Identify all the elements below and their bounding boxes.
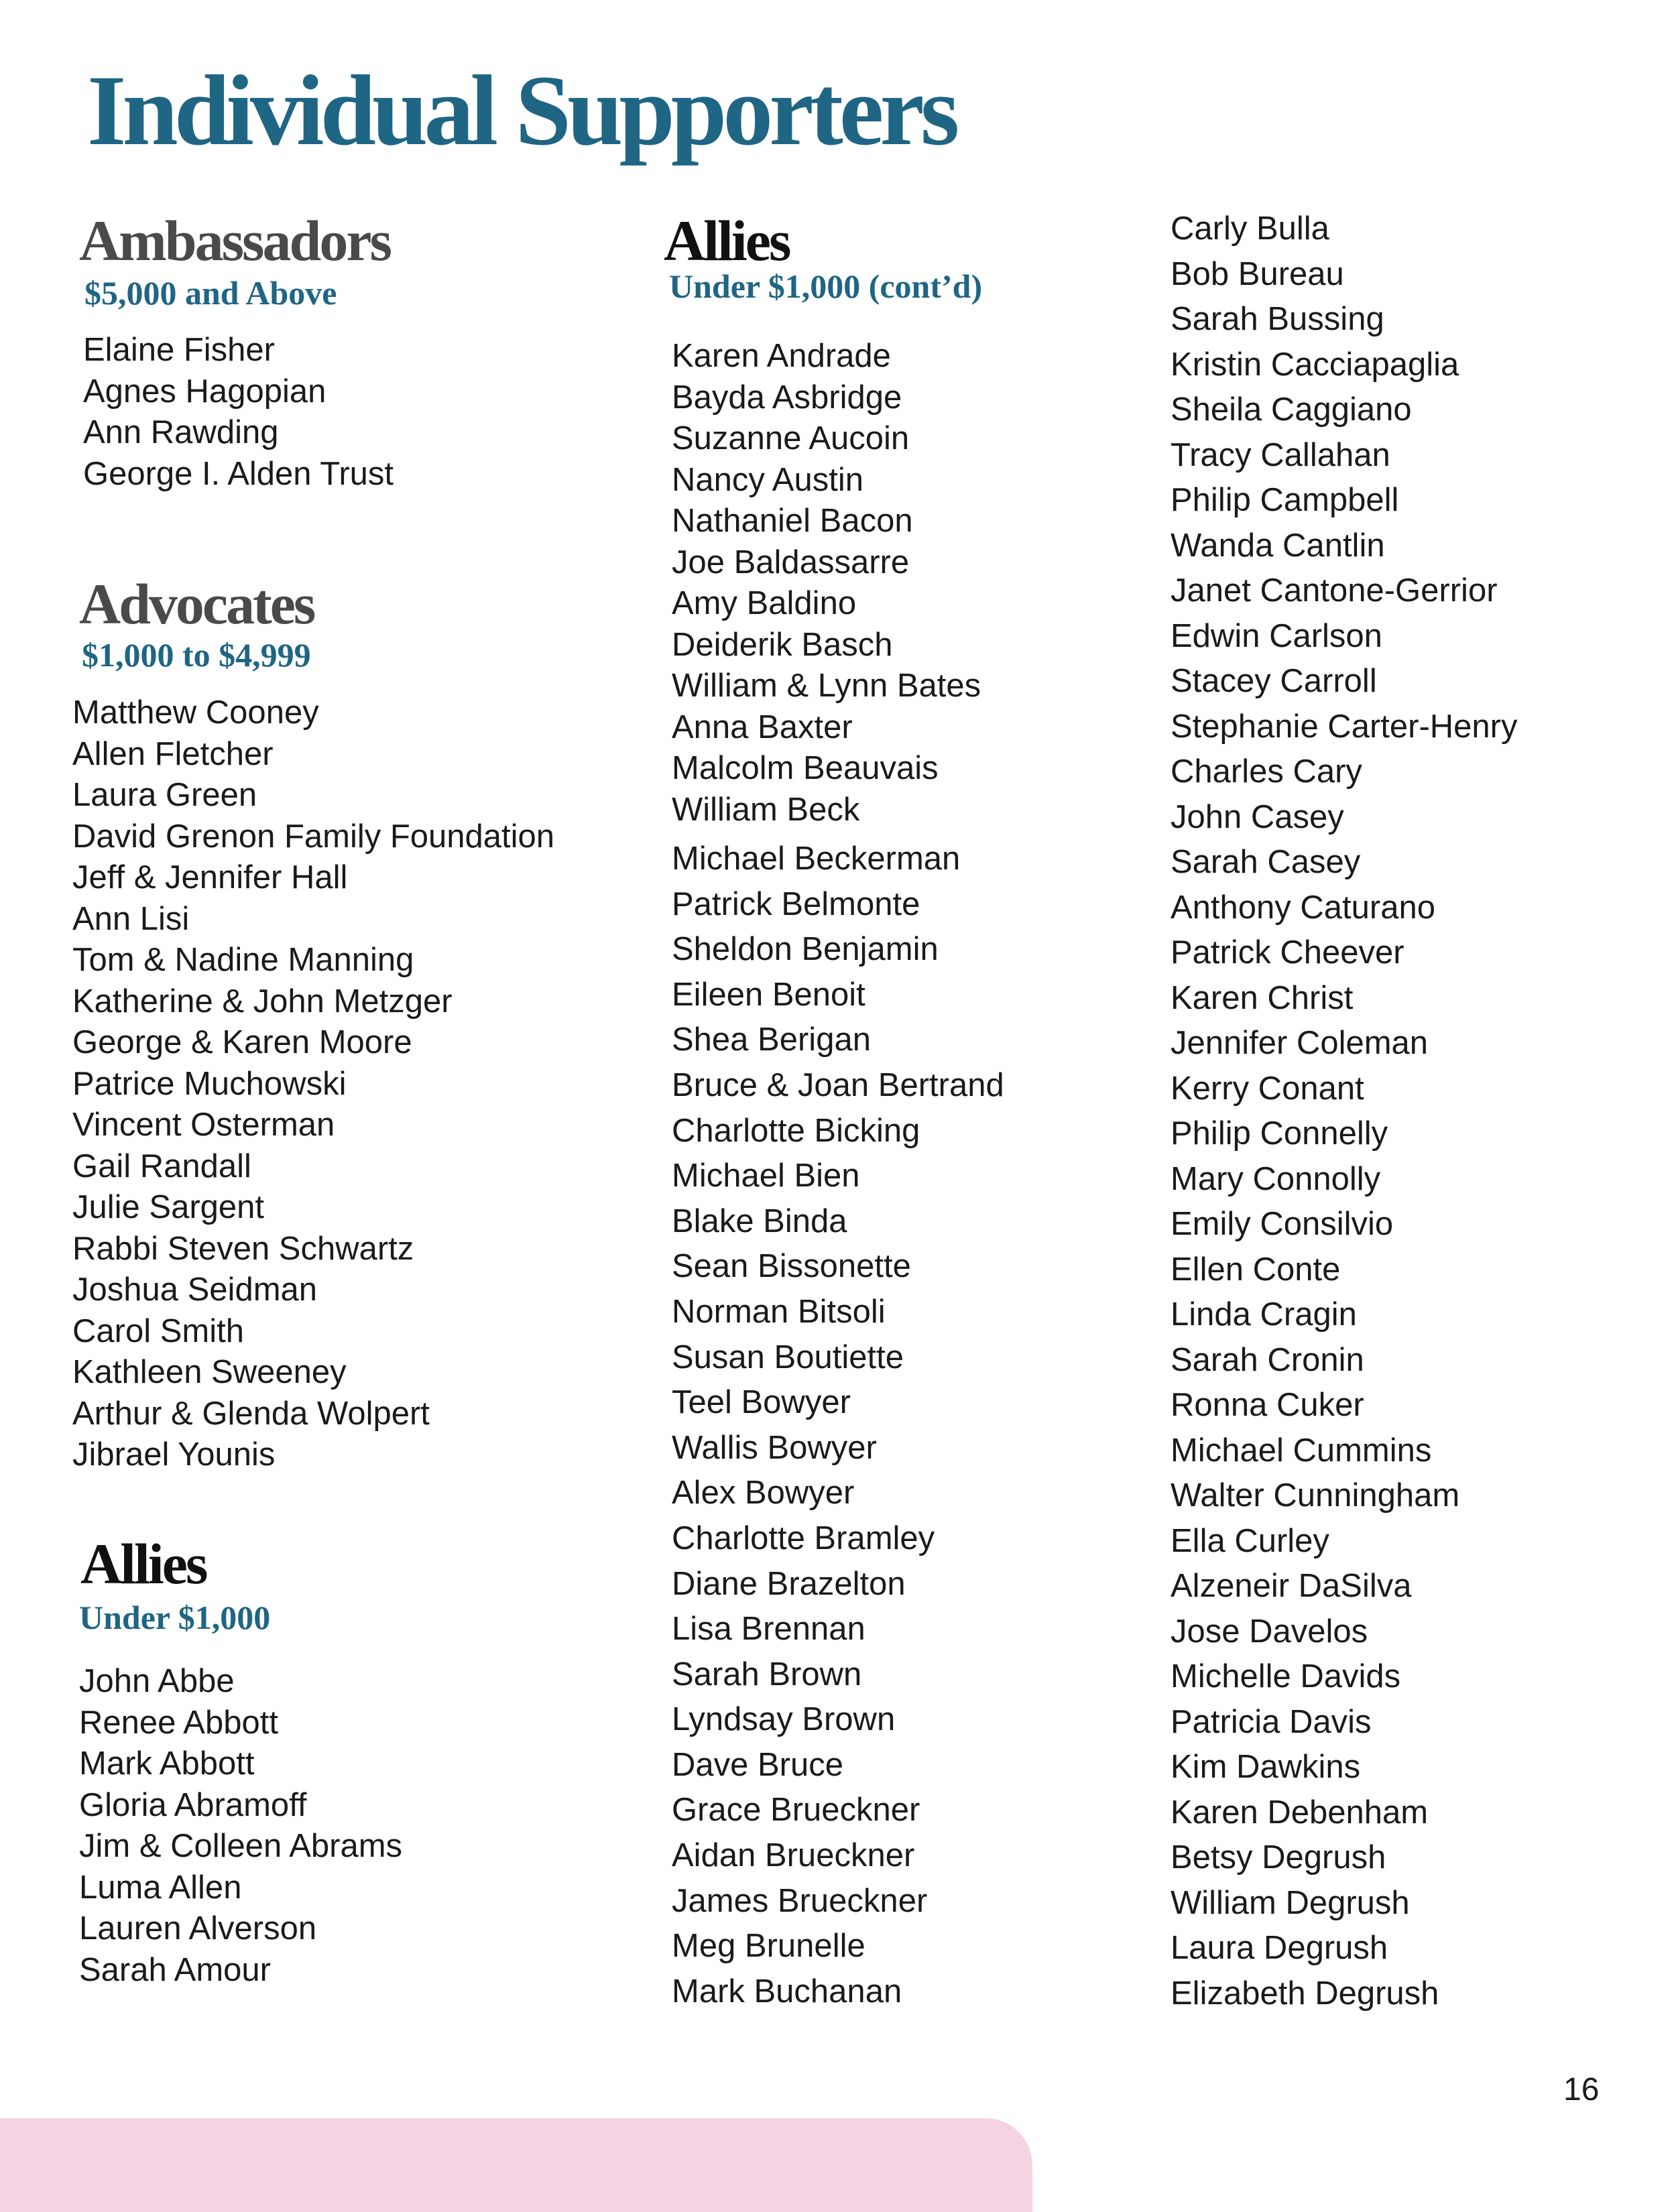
supporter-name: Michael Cummins xyxy=(1171,1432,1432,1469)
supporter-name: George & Karen Moore xyxy=(72,1024,412,1060)
supporter-name: Anthony Caturano xyxy=(1171,889,1435,926)
supporter-name: Janet Cantone-Gerrior xyxy=(1171,572,1498,609)
supporter-name: Shea Berigan xyxy=(672,1022,871,1058)
page-number: 16 xyxy=(1563,2072,1600,2107)
supporter-name: Bayda Asbridge xyxy=(672,379,902,416)
supporter-name: Luma Allen xyxy=(79,1869,242,1906)
allies-contd-subheading: Under $1,000 (cont’d) xyxy=(669,267,983,305)
supporter-name: Betsy Degrush xyxy=(1171,1839,1386,1876)
supporter-name: Wanda Cantlin xyxy=(1171,527,1385,564)
advocates-name-list xyxy=(72,692,554,1476)
supporter-name: Gloria Abramoff xyxy=(79,1786,307,1823)
supporter-name: Julie Sargent xyxy=(72,1189,265,1225)
supporter-name: Ella Curley xyxy=(1171,1522,1329,1559)
supporter-name: Alzeneir DaSilva xyxy=(1171,1568,1412,1604)
advocates-heading: Advocates xyxy=(79,572,314,636)
supporter-name: Sean Bissonette xyxy=(672,1248,911,1285)
supporter-name: Michael Bien xyxy=(672,1158,860,1194)
supporter-name: Susan Boutiette xyxy=(672,1339,904,1375)
ambassadors-name-list xyxy=(83,330,394,495)
supporter-name: Sheldon Benjamin xyxy=(672,931,939,968)
supporter-name: Carly Bulla xyxy=(1171,210,1329,247)
supporter-name: Gail Randall xyxy=(72,1148,251,1184)
allies-contd-name-list-b xyxy=(672,837,1004,2014)
supporter-name: Jeff & Jennifer Hall xyxy=(72,859,348,896)
supporter-name: Charles Cary xyxy=(1171,753,1362,790)
supporter-name: Patrick Belmonte xyxy=(672,885,920,922)
allies-heading: Allies xyxy=(80,1532,206,1596)
supporter-name: Tom & Nadine Manning xyxy=(72,942,414,978)
supporter-name: Mary Connolly xyxy=(1171,1160,1381,1197)
supporter-name: Linda Cragin xyxy=(1171,1296,1357,1333)
supporter-name: Malcolm Beauvais xyxy=(672,750,939,786)
supporter-name: Lisa Brennan xyxy=(672,1611,865,1648)
supporter-name: Jose Davelos xyxy=(1171,1613,1368,1650)
supporter-name: Edwin Carlson xyxy=(1171,617,1382,654)
supporter-name: Anna Baxter xyxy=(672,709,853,745)
supporter-name: Jim & Colleen Abrams xyxy=(79,1828,403,1864)
supporter-name: Katherine & John Metzger xyxy=(72,983,453,1020)
supporter-name: Michelle Davids xyxy=(1171,1658,1401,1695)
supporter-name: Sarah Cronin xyxy=(1171,1341,1364,1378)
supporter-name: Wallis Bowyer xyxy=(672,1429,877,1466)
supporter-name: Elaine Fisher xyxy=(83,332,275,368)
supporter-name: Kim Dawkins xyxy=(1171,1749,1361,1785)
supporter-name: Sarah Casey xyxy=(1171,844,1361,880)
supporter-name: Matthew Cooney xyxy=(72,694,319,731)
supporter-name: Patricia Davis xyxy=(1171,1703,1372,1740)
supporter-name: Bob Bureau xyxy=(1171,255,1344,292)
supporter-name: Laura Green xyxy=(72,777,257,813)
supporter-name: John Abbe xyxy=(79,1663,235,1699)
supporter-name: Meg Brunelle xyxy=(672,1928,865,1965)
supporter-name: Walter Cunningham xyxy=(1171,1477,1460,1514)
allies-contd-name-list-a xyxy=(672,336,981,831)
supporter-name: Laura Degrush xyxy=(1171,1930,1388,1966)
supporter-name: William Degrush xyxy=(1171,1884,1410,1921)
page-title: Individual Supporters xyxy=(87,55,956,166)
supporter-name: Dave Bruce xyxy=(672,1746,844,1783)
supporter-name: Kathleen Sweeney xyxy=(72,1354,347,1390)
supporter-name: Suzanne Aucoin xyxy=(672,420,910,456)
supporter-name: Eileen Benoit xyxy=(672,976,865,1013)
supporter-name: Ellen Conte xyxy=(1171,1251,1341,1288)
supporter-name: Vincent Osterman xyxy=(72,1107,335,1143)
supporter-name: Nancy Austin xyxy=(672,461,863,498)
allies-name-list xyxy=(79,1661,402,1991)
supporter-name: Grace Brueckner xyxy=(672,1792,920,1829)
supporter-name: Joe Baldassarre xyxy=(672,544,910,580)
supporter-name: Michael Beckerman xyxy=(672,841,961,877)
supporter-name: Nathaniel Bacon xyxy=(672,503,913,539)
supporter-name: Charlotte Bramley xyxy=(672,1520,935,1556)
supporter-name: Amy Baldino xyxy=(672,585,857,621)
supporter-name: Lyndsay Brown xyxy=(672,1701,896,1738)
supporter-name: David Grenon Family Foundation xyxy=(72,818,555,855)
supporter-name: Emily Consilvio xyxy=(1171,1206,1394,1242)
supporter-name: Blake Binda xyxy=(672,1203,847,1239)
supporter-name: Karen Andrade xyxy=(672,338,891,374)
allies-subheading: Under $1,000 xyxy=(79,1599,271,1636)
supporter-name: Karen Debenham xyxy=(1171,1794,1429,1831)
supporter-name: Allen Fletcher xyxy=(72,735,274,772)
supporter-name: Teel Bowyer xyxy=(672,1384,851,1421)
supporter-name: Diane Brazelton xyxy=(672,1565,906,1602)
supporter-name: Arthur & Glenda Wolpert xyxy=(72,1395,430,1432)
supporter-name: Ann Rawding xyxy=(83,414,279,450)
supporter-name: Aidan Brueckner xyxy=(672,1837,915,1874)
supporter-name: Charlotte Bicking xyxy=(672,1112,920,1149)
supporter-name: Renee Abbott xyxy=(79,1704,278,1741)
supporter-name: Karen Christ xyxy=(1171,979,1354,1016)
supporter-name: Mark Buchanan xyxy=(672,1973,902,2010)
supporter-name: Norman Bitsoli xyxy=(672,1293,886,1330)
ambassadors-subheading: $5,000 and Above xyxy=(84,274,337,312)
supporter-name: John Casey xyxy=(1171,798,1344,835)
supporter-name: Agnes Hagopian xyxy=(83,373,326,410)
supporter-name: Jennifer Coleman xyxy=(1171,1025,1429,1061)
supporter-name: Tracy Callahan xyxy=(1171,436,1390,473)
supporter-name: Bruce & Joan Bertrand xyxy=(672,1066,1004,1103)
supporter-name: George I. Alden Trust xyxy=(83,455,394,492)
supporter-name: Mark Abbott xyxy=(79,1745,255,1782)
supporter-name: Rabbi Steven Schwartz xyxy=(72,1230,414,1267)
supporter-name: Sarah Brown xyxy=(672,1656,862,1693)
supporter-name: Joshua Seidman xyxy=(72,1272,318,1308)
ambassadors-heading: Ambassadors xyxy=(79,208,390,273)
supporter-name: Carol Smith xyxy=(72,1312,244,1349)
supporter-name: Philip Connelly xyxy=(1171,1115,1388,1152)
supporter-name: Stacey Carroll xyxy=(1171,663,1377,699)
advocates-subheading: $1,000 to $4,999 xyxy=(82,636,311,674)
supporter-name: Jibrael Younis xyxy=(72,1436,276,1473)
supporter-name: Sarah Bussing xyxy=(1171,301,1384,337)
supporter-name: William & Lynn Bates xyxy=(672,668,981,704)
supporter-name: Sarah Amour xyxy=(79,1951,271,1988)
supporter-name: Alex Bowyer xyxy=(672,1475,855,1512)
supporter-name: James Brueckner xyxy=(672,1882,928,1919)
supporter-name: Kerry Conant xyxy=(1171,1070,1364,1107)
supporter-name: Kristin Cacciapaglia xyxy=(1171,346,1459,383)
supporter-name: Patrice Muchowski xyxy=(72,1065,347,1102)
footer-decoration xyxy=(0,2118,1032,2212)
supporter-name: Sheila Caggiano xyxy=(1171,391,1412,428)
supporter-name: William Beck xyxy=(672,791,860,828)
supporter-name: Lauren Alverson xyxy=(79,1910,317,1947)
supporter-name: Ann Lisi xyxy=(72,900,190,937)
supporter-name: Philip Campbell xyxy=(1171,482,1399,518)
supporter-name: Ronna Cuker xyxy=(1171,1387,1364,1423)
supporter-name: Deiderik Basch xyxy=(672,626,893,663)
allies-contd-heading: Allies xyxy=(664,208,790,273)
supporter-name: Elizabeth Degrush xyxy=(1171,1975,1439,2012)
supporter-name: Stephanie Carter-Henry xyxy=(1171,708,1518,745)
allies-col3-name-list xyxy=(1171,206,1517,2016)
supporter-name: Patrick Cheever xyxy=(1171,934,1404,971)
